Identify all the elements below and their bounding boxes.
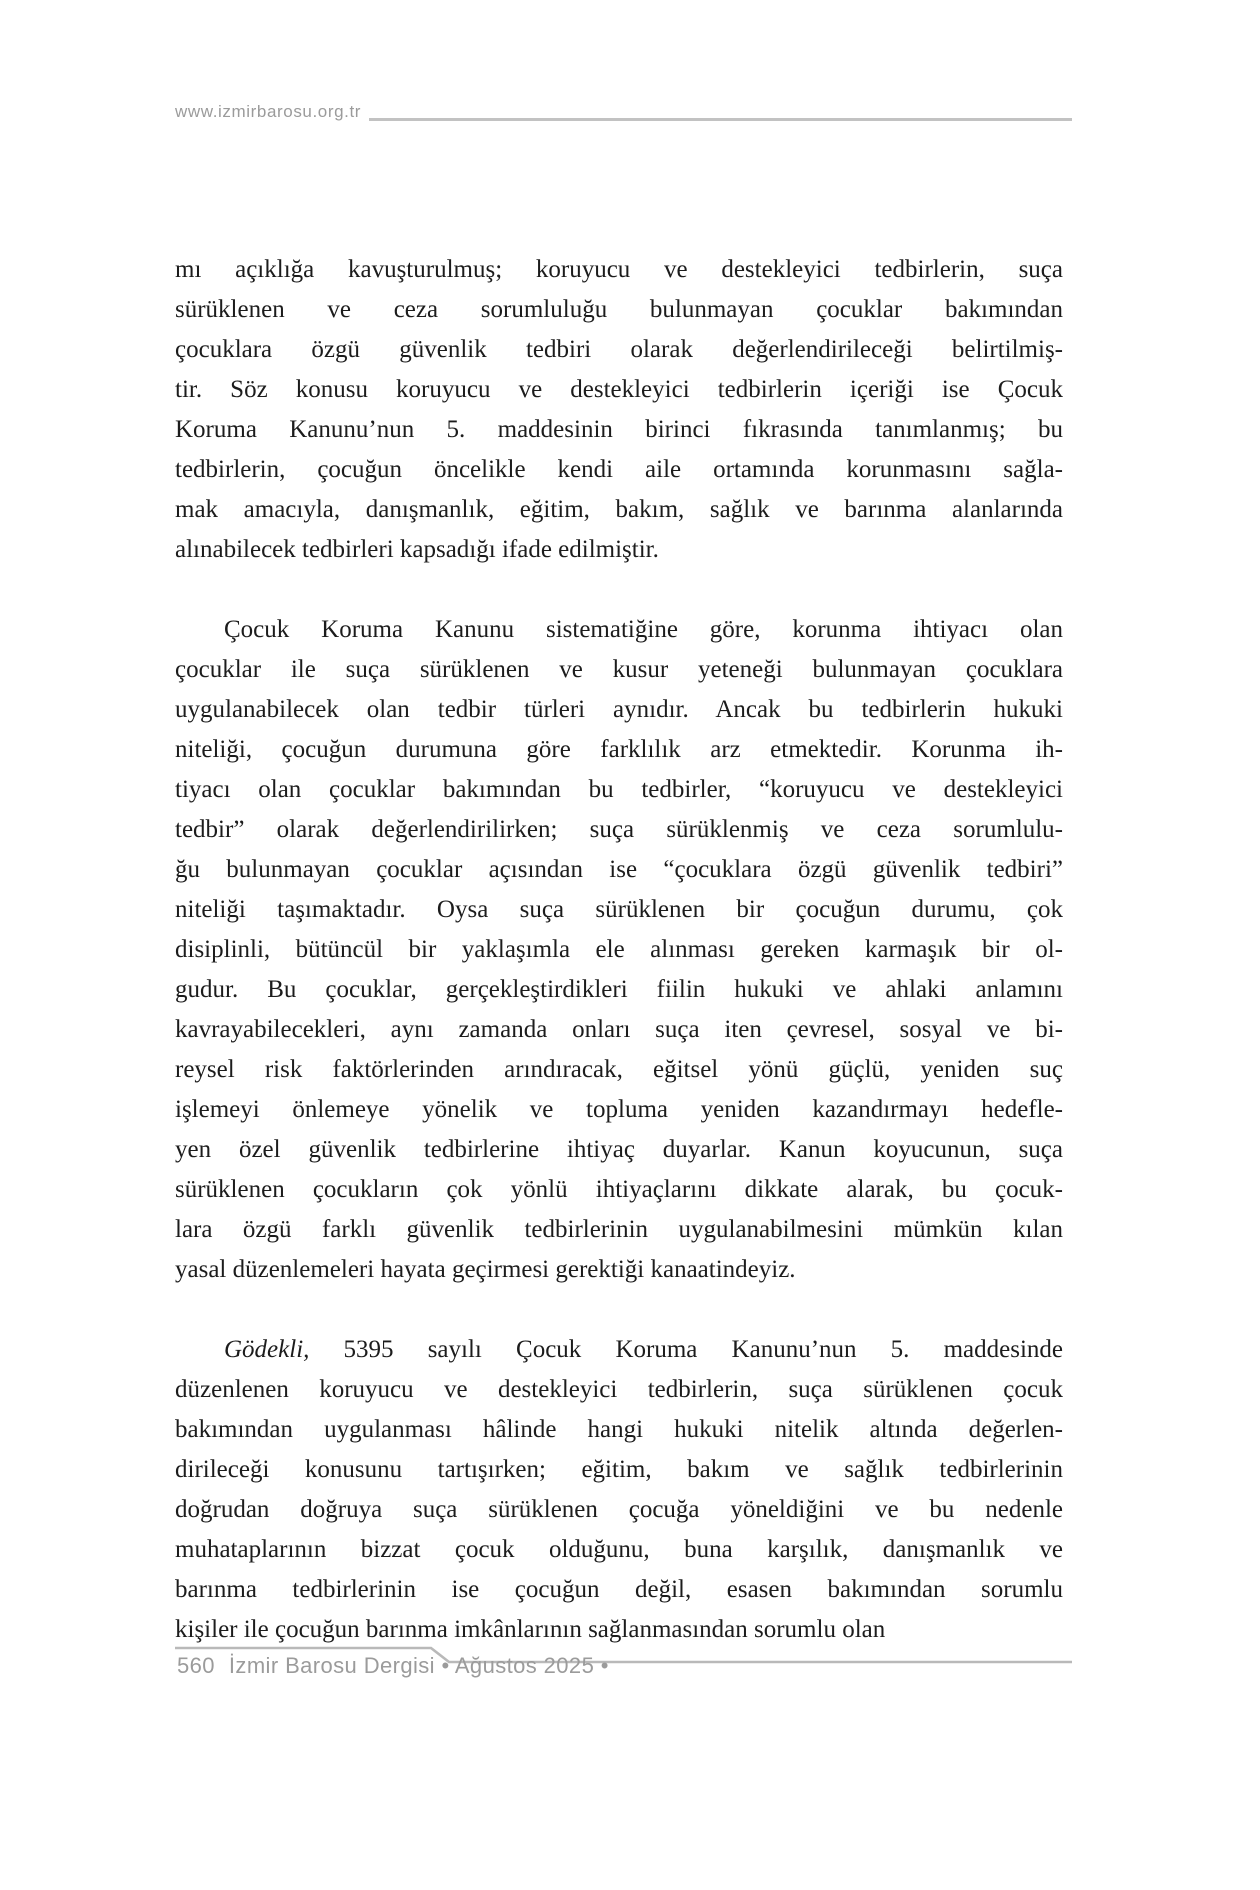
- text-line: bakımından uygulanması hâlinde hangi hukuki nitelik altında değerlen-: [175, 1416, 1063, 1443]
- paragraph: [175, 1330, 1063, 1650]
- text-line: alınabilecek tedbirleri kapsadığı ifade edilmiştir.: [175, 536, 659, 563]
- text-line: mak amacıyla, danışmanlık, eğitim, bakım, sağlık ve barınma alanlarında: [175, 496, 1063, 523]
- footer-text: [177, 1653, 609, 1679]
- text-line: dirileceği konusunu tartışırken; eğitim, bakım ve sağlık tedbirlerinin: [175, 1456, 1063, 1483]
- text-line: çocuklara özgü güvenlik tedbiri olarak değerlendirileceği belirtilmiş-: [175, 336, 1063, 363]
- text-line: yen özel güvenlik tedbirlerine ihtiyaç duyarlar. Kanun koyucunun, suça: [175, 1136, 1063, 1163]
- paragraph: [175, 250, 1063, 570]
- text-line: niteliği, çocuğun durumuna göre farklılık arz etmektedir. Korunma ih-: [175, 736, 1063, 763]
- text-line: niteliği taşımaktadır. Oysa suça sürüklenen bir çocuğun durumu, çok: [175, 896, 1063, 923]
- page-header: [175, 100, 1072, 124]
- italic-author-name: Gödekli,: [224, 1336, 310, 1363]
- text-line: çocuklar ile suça sürüklenen ve kusur yeteneği bulunmayan çocuklara: [175, 656, 1063, 683]
- text-line: barınma tedbirlerinin ise çocuğun değil, esasen bakımından sorumlu: [175, 1576, 1063, 1603]
- header-url: www.izmirbarosu.org.tr: [175, 102, 362, 121]
- text-line: yasal düzenlemeleri hayata geçirmesi gerektiği kanaatindeyiz.: [175, 1256, 796, 1283]
- text-line: düzenlenen koruyucu ve destekleyici tedbirlerin, suça sürüklenen çocuk: [175, 1376, 1063, 1403]
- text-line: sürüklenen çocukların çok yönlü ihtiyaçlarını dikkate alarak, bu çocuk-: [175, 1176, 1063, 1203]
- text-line: işlemeyi önlemeye yönelik ve topluma yeniden kazandırmayı hedefle-: [175, 1096, 1063, 1123]
- text-line: tir. Söz konusu koruyucu ve destekleyici tedbirlerin içeriği ise Çocuk: [175, 376, 1063, 403]
- text-line: doğrudan doğruya suça sürüklenen çocuğa yöneldiğini ve bu nedenle: [175, 1496, 1063, 1523]
- header-rule: [369, 118, 1072, 121]
- text-line: kavrayabilecekleri, aynı zamanda onları suça iten çevresel, sosyal ve bi-: [175, 1016, 1063, 1043]
- text-line: Koruma Kanunu’nun 5. maddesinin birinci fıkrasında tanımlanmış; bu: [175, 416, 1063, 443]
- text-line: Gödekli, 5395 sayılı Çocuk Koruma Kanunu’nun 5. maddesinde: [224, 1336, 1063, 1363]
- journal-title-line: İzmir Barosu Dergisi • Ağustos 2025 •: [228, 1653, 609, 1678]
- text-line: muhataplarının bizzat çocuk olduğunu, buna karşılık, danışmanlık ve: [175, 1536, 1063, 1563]
- text-line: Çocuk Koruma Kanunu sistematiğine göre, korunma ihtiyacı olan: [224, 616, 1063, 643]
- paragraph: [175, 610, 1063, 1290]
- text-line: reysel risk faktörlerinden arındıracak, eğitsel yönü güçlü, yeniden suç: [175, 1056, 1063, 1083]
- text-line: mı açıklığa kavuşturulmuş; koruyucu ve destekleyici tedbirlerin, suça: [175, 256, 1063, 283]
- text-line: gudur. Bu çocuklar, gerçekleştirdikleri fiilin hukuki ve ahlaki anlamını: [175, 976, 1063, 1003]
- text-line: sürüklenen ve ceza sorumluluğu bulunmayan çocuklar bakımından: [175, 296, 1063, 323]
- text-line: tiyacı olan çocuklar bakımından bu tedbirler, “koruyucu ve destekleyici: [175, 776, 1063, 803]
- text-line: lara özgü farklı güvenlik tedbirlerinin uygulanabilmesini mümkün kılan: [175, 1216, 1063, 1243]
- text-line: uygulanabilecek olan tedbir türleri aynıdır. Ancak bu tedbirlerin hukuki: [175, 696, 1063, 723]
- text-line: disiplinli, bütüncül bir yaklaşımla ele alınması gereken karmaşık bir ol-: [175, 936, 1063, 963]
- text-line: kişiler ile çocuğun barınma imkânlarının sağlanmasından sorumlu olan: [175, 1616, 886, 1643]
- text-line: ğu bulunmayan çocuklar açısından ise “çocuklara özgü güvenlik tedbiri”: [175, 856, 1063, 883]
- text-line: tedbir” olarak değerlendirilirken; suça sürüklenmiş ve ceza sorumlulu-: [175, 816, 1063, 843]
- body-text: [175, 250, 1063, 1690]
- text-line: tedbirlerin, çocuğun öncelikle kendi aile ortamında korunmasını sağla-: [175, 456, 1063, 483]
- page-number: 560: [177, 1653, 215, 1678]
